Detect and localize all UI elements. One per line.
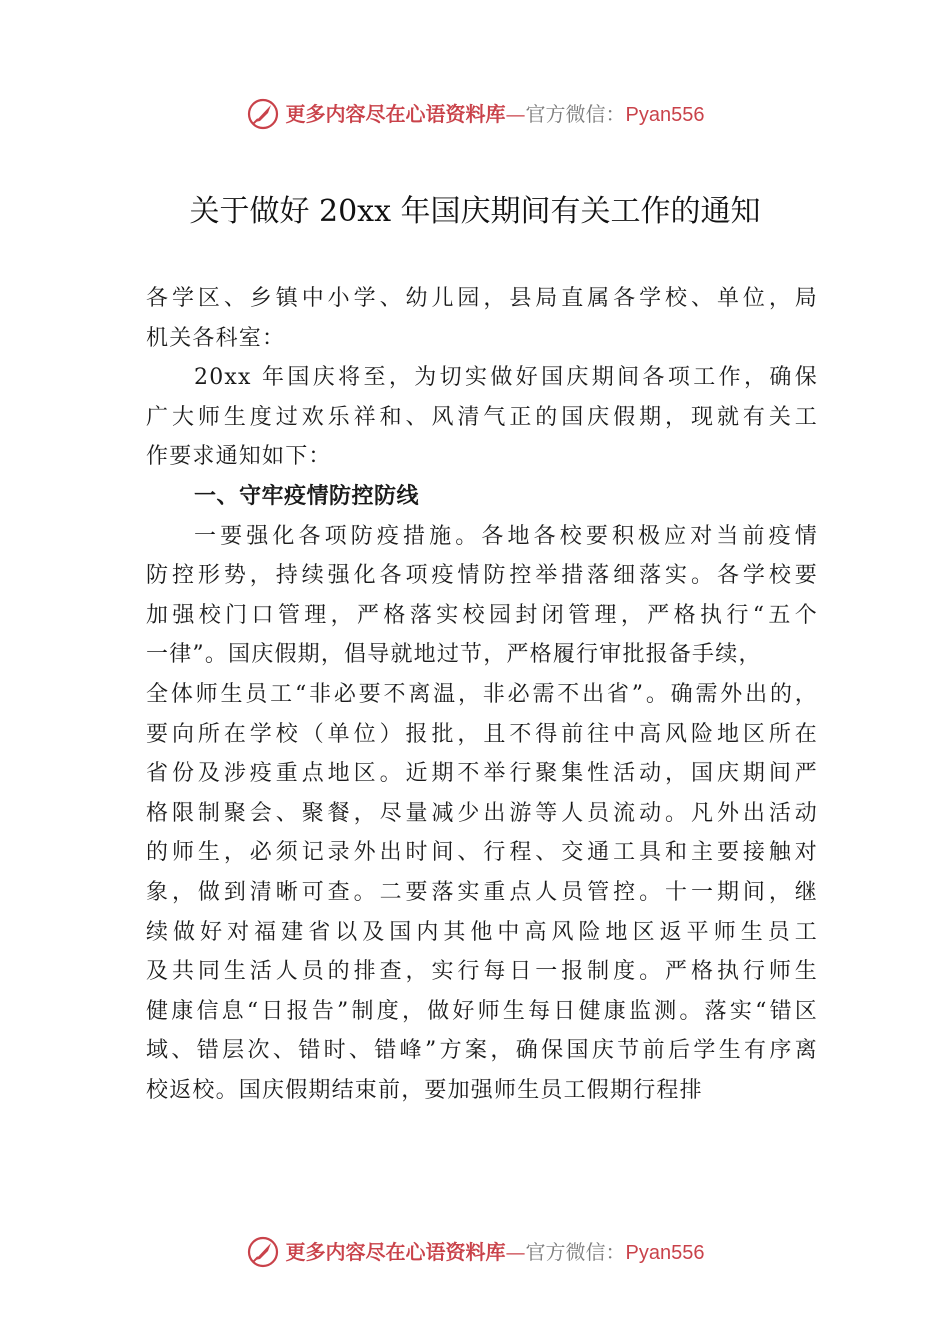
body-line: 象，做到清晰可查。二要落实重点人员管控。十一期间，继 [146,879,818,905]
body-line: 的师生，必须记录外出时间、行程、交通工具和主要接触对 [146,840,818,866]
quill-logo-icon [246,1235,280,1269]
quill-logo-icon [246,97,280,131]
section-heading: 一、守牢疫情防控防线 [194,483,420,509]
body-line: 省份及涉疫重点地区。近期不举行聚集性活动，国庆期间严 [146,761,818,787]
watermark-wechat-label: 官方微信： [525,1239,626,1264]
watermark-text [286,94,705,135]
watermark-library-name: 更多内容尽在心语资料库 [285,101,506,126]
watermark-footer [0,1232,950,1272]
watermark-wechat-label: 官方微信： [525,101,626,126]
body-line: 各学区、乡镇中小学、幼儿园，县局直属各学校、单位，局 [146,286,818,311]
watermark-dash: — [505,101,526,126]
body-line: 校返校。国庆假期结束前，要加强师生员工假期行程排 [146,1077,703,1103]
body-line: 广大师生度过欢乐祥和、风清气正的国庆假期，现就有关工 [146,404,818,430]
body-line: 加强校门口管理，严格落实校园封闭管理，严格执行“五个 [146,602,818,628]
body-line: 一要强化各项防疫措施。各地各校要积极应对当前疫情 [194,523,818,549]
body-line: 格限制聚会、聚餐，尽量减少出游等人员流动。凡外出活动 [146,800,818,826]
watermark-wechat-id: Pyan556 [625,1241,705,1264]
body-line: 一律”。国庆假期，倡导就地过节，严格履行审批报备手续， [146,642,762,668]
body-line: 域、错层次、错时、错峰”方案，确保国庆节前后学生有序离 [146,1038,818,1064]
body-line: 机关各科室： [146,325,286,351]
watermark-wechat-id: Pyan556 [625,103,705,126]
body-line: 续做好对福建省以及国内其他中高风险地区返平师生员工 [146,919,818,945]
body-line: 全体师生员工“非必要不离温，非必需不出省”。确需外出的， [146,681,818,707]
document-body [146,279,818,1110]
body-line: 及共同生活人员的排查，实行每日一报制度。严格执行师生 [146,959,818,985]
watermark-header [0,94,950,134]
body-line: 防控形势，持续强化各项疫情防控举措落细落实。各学校要 [146,563,818,589]
body-line: 健康信息“日报告”制度，做好师生每日健康监测。落实“错区 [146,998,818,1024]
document-title: 关于做好 20xx 年国庆期间有关工作的通知 [189,194,761,229]
body-line: 要向所在学校（单位）报批，且不得前往中高风险地区所在 [146,721,818,747]
watermark-text [286,1232,705,1273]
watermark-library-name: 更多内容尽在心语资料库 [285,1239,506,1264]
body-line: 20xx 年国庆将至，为切实做好国庆期间各项工作，确保 [194,365,818,391]
watermark-dash: — [505,1239,526,1264]
body-line: 作要求通知如下： [146,444,332,470]
